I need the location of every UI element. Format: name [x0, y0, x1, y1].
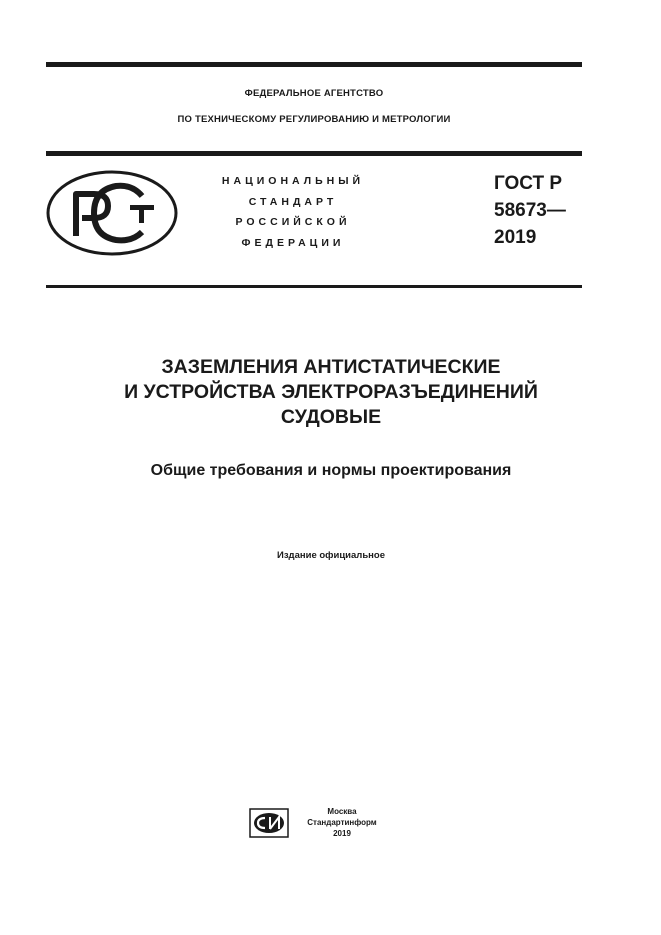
title-line: СУДОВЫЕ: [280, 406, 382, 428]
title-line: ЗАЗЕМЛЕНИЯ АНТИСТАТИЧЕСКИЕ: [161, 356, 501, 378]
national-standard-label: [188, 171, 398, 253]
document-subtitle: Общие требования и нормы проектирования: [150, 462, 512, 479]
rst-logo-icon: [46, 170, 178, 256]
publisher-info: [302, 806, 382, 839]
gost-number: 58673—: [494, 200, 566, 221]
national-standard-line: РОССИЙСКОЙ: [235, 216, 351, 228]
publisher-name: Стандартинформ: [307, 818, 377, 827]
gost-line: ГОСТ Р: [494, 173, 563, 194]
gost-designation: [494, 170, 566, 251]
agency-name-line-1: ФЕДЕРАЛЬНОЕ АГЕНТСТВО: [244, 88, 384, 99]
document-title: [46, 355, 616, 430]
agency-name-line-2: ПО ТЕХНИЧЕСКОМУ РЕГУЛИРОВАНИЮ И МЕТРОЛОГИИ: [177, 114, 451, 125]
top-rule: [46, 62, 582, 67]
national-standard-line: НАЦИОНАЛЬНЫЙ: [221, 175, 365, 187]
national-standard-line: СТАНДАРТ: [248, 195, 338, 208]
edition-label: Издание официальное: [277, 550, 385, 561]
standartinform-logo-icon: [249, 808, 289, 838]
national-standard-line: ФЕДЕРАЦИИ: [241, 236, 345, 249]
publisher-city: Москва: [327, 807, 357, 816]
middle-rule: [46, 151, 582, 156]
lower-rule: [46, 285, 582, 288]
title-line: И УСТРОЙСТВА ЭЛЕКТРОРАЗЪЕДИНЕНИЙ: [124, 381, 538, 403]
publisher-year: 2019: [333, 829, 351, 838]
gost-year: 2019: [494, 227, 537, 248]
